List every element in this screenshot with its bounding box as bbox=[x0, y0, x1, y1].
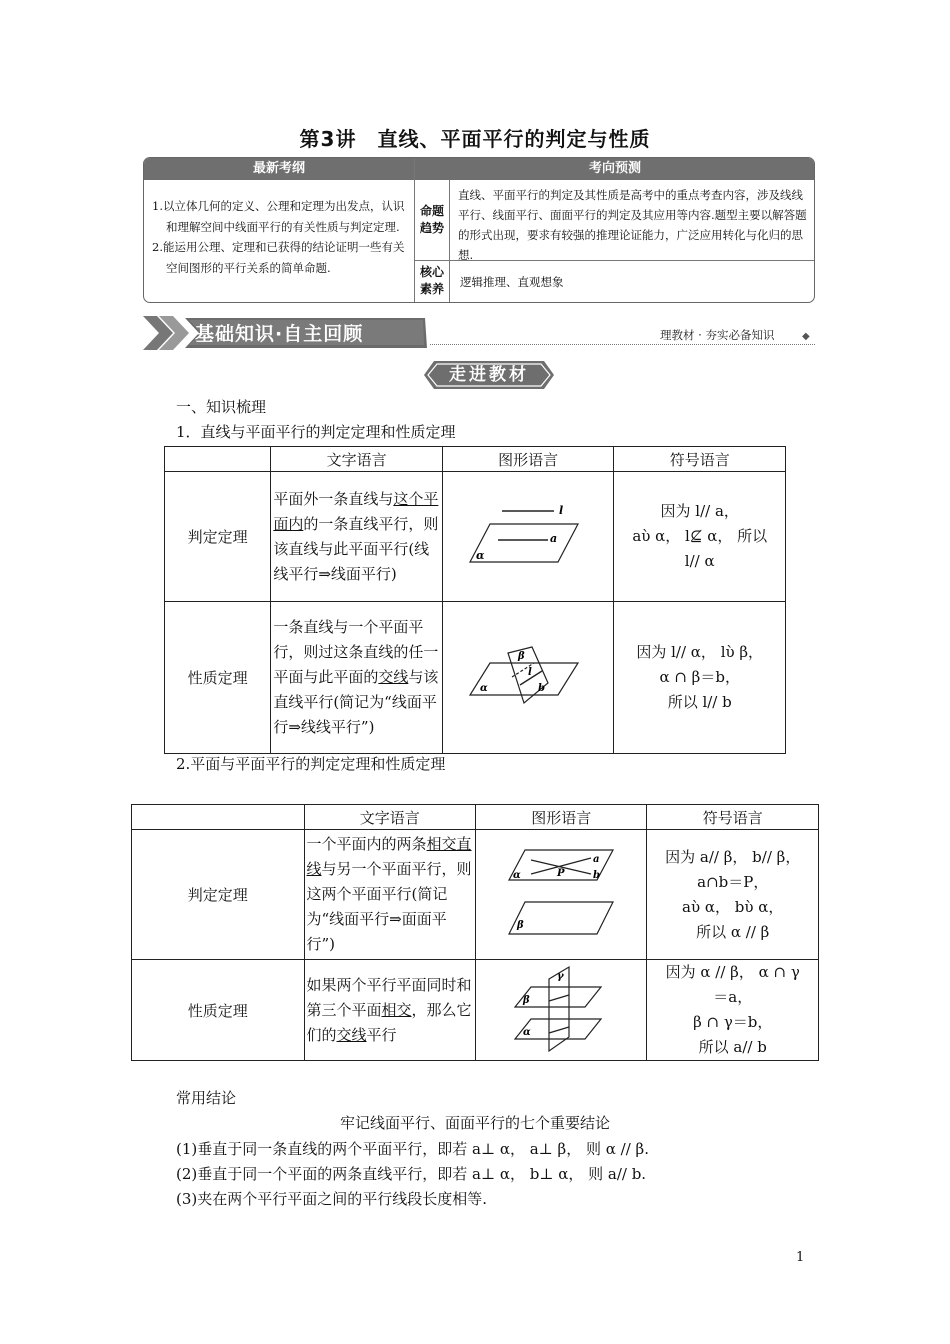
page-title: 第3讲 直线、平面平行的判定与性质 bbox=[299, 127, 651, 151]
table-header: 图形语言 bbox=[475, 805, 646, 830]
table-header bbox=[165, 447, 271, 472]
svg-text:α: α bbox=[513, 869, 521, 881]
heading-knowledge: 一、知识梳理 bbox=[176, 398, 267, 416]
svg-text:l: l bbox=[528, 666, 532, 678]
table-header: 文字语言 bbox=[304, 805, 475, 830]
row-label: 性质定理 bbox=[165, 602, 271, 754]
syllabus-item: 1.以立体几何的定义、公理和定理为出发点，认识和理解空间中线面平行的有关性质与判定定理. bbox=[152, 199, 405, 234]
svg-text:β: β bbox=[523, 995, 530, 1006]
parallel-planes-cut-figure bbox=[501, 965, 621, 1055]
line-parallel-plane-figure bbox=[468, 502, 588, 572]
svg-text:γ: γ bbox=[557, 971, 564, 982]
plane-intersection-figure bbox=[468, 643, 588, 713]
conclusion-item: (3)夹在两个平行平面之间的平行线段长度相等. bbox=[176, 1190, 488, 1208]
table-header bbox=[132, 805, 305, 830]
literacy-text: 逻辑推理、直观想象 bbox=[460, 275, 564, 289]
row-label: 判定定理 bbox=[165, 472, 271, 602]
text-language: 一个平面内的两条相交直线与另一个平面平行，则这两个平面平行(简记为“线面平行⇒面面平行”) bbox=[304, 830, 475, 960]
row-label: 判定定理 bbox=[132, 830, 305, 960]
syllabus-item: 2.能运用公理、定理和已获得的结论证明一些有关空间图形的平行关系的简单命题. bbox=[152, 240, 405, 275]
table-header: 文字语言 bbox=[271, 447, 443, 472]
trend-text: 直线、平面平行的判定及其性质是高考中的重点考查内容，涉及线线平行、线面平行、面面平行的判定及其应用等内容.题型主要以解答题的形式出现，要求有较强的推理论证能力，广泛应用转化与化归的思想. bbox=[458, 188, 807, 262]
figure-cell bbox=[475, 960, 646, 1061]
figure-cell bbox=[442, 472, 614, 602]
text-language: 一条直线与一个平面平行，则过这条直线的任一平面与此平面的交线与该直线平行(简记为“线面平行⇒线线平行”) bbox=[271, 602, 443, 754]
banner-divider bbox=[430, 344, 815, 345]
symbol-language: 因为 l// a， aὺ α， l⊈ α， 所以 l// α bbox=[614, 472, 786, 602]
common-conclusions-heading: 常用结论 bbox=[176, 1089, 237, 1107]
svg-text:P: P bbox=[557, 867, 565, 879]
text-language: 如果两个平行平面同时和第三个平面相交，那么它们的交线平行 bbox=[304, 960, 475, 1061]
svg-text:α: α bbox=[523, 1027, 531, 1038]
symbol-language: 因为 l// α， lὺ β， α ∩ β＝b， 所以 l// b bbox=[614, 602, 786, 754]
conclusion-item: (2)垂直于同一个平面的两条直线平行，即若 a⊥ α， b⊥ α， 则 a// b. bbox=[176, 1165, 647, 1183]
page-number: 1 bbox=[796, 1250, 805, 1265]
fig-label: l bbox=[559, 503, 564, 517]
svg-text:a: a bbox=[593, 853, 600, 865]
figure-cell bbox=[475, 830, 646, 960]
table-header: 符号语言 bbox=[647, 805, 819, 830]
exam-outline-box bbox=[143, 157, 815, 303]
symbol-language: 因为 a// β， b// β， a∩b＝P， aὺ α， bὺ α， 所以 α // β bbox=[647, 830, 819, 960]
heading-plane-plane: 2.平面与平面平行的判定定理和性质定理 bbox=[176, 755, 446, 773]
syllabus-list bbox=[152, 196, 407, 278]
plane-plane-table bbox=[131, 804, 819, 1061]
banner-title: 基础知识·自主回顾 bbox=[195, 323, 364, 345]
fig-label: a bbox=[550, 531, 558, 545]
fig-label: α bbox=[476, 548, 485, 562]
section-badge: 走进教材 bbox=[449, 365, 529, 385]
conclusions-title: 牢记线面平行、面面平行的七个重要结论 bbox=[339, 1114, 610, 1132]
banner-subtitle: 理教材 · 夯实必备知识 bbox=[660, 328, 775, 342]
svg-text:b: b bbox=[593, 869, 601, 881]
heading-line-plane: 1．直线与平面平行的判定定理和性质定理 bbox=[176, 423, 456, 441]
line-plane-table bbox=[164, 446, 786, 754]
svg-text:β: β bbox=[518, 650, 525, 662]
svg-text:b: b bbox=[538, 682, 546, 694]
svg-text:α: α bbox=[480, 682, 488, 694]
plane-parallel-figure bbox=[501, 840, 621, 950]
text-language: 平面外一条直线与这个平面内的一条直线平行，则该直线与此平面平行(线线平行⇒线面平行) bbox=[271, 472, 443, 602]
table-header: 图形语言 bbox=[442, 447, 614, 472]
trend-header: 考向预测 bbox=[415, 158, 815, 180]
literacy-tag: 核心 素养 bbox=[419, 265, 444, 296]
diamond-icon: ◆ bbox=[802, 331, 810, 342]
figure-cell bbox=[442, 602, 614, 754]
trend-tag: 命题 趋势 bbox=[419, 204, 444, 235]
conclusion-item: (1)垂直于同一条直线的两个平面平行，即若 a⊥ α， a⊥ β， 则 α // β. bbox=[176, 1140, 649, 1158]
svg-text:β: β bbox=[517, 919, 524, 931]
row-label: 性质定理 bbox=[132, 960, 305, 1061]
table-header: 符号语言 bbox=[614, 447, 786, 472]
symbol-language: 因为 α // β， α ∩ γ ＝a， β ∩ γ＝b， 所以 a// b bbox=[647, 960, 819, 1061]
syllabus-header: 最新考纲 bbox=[144, 158, 414, 180]
